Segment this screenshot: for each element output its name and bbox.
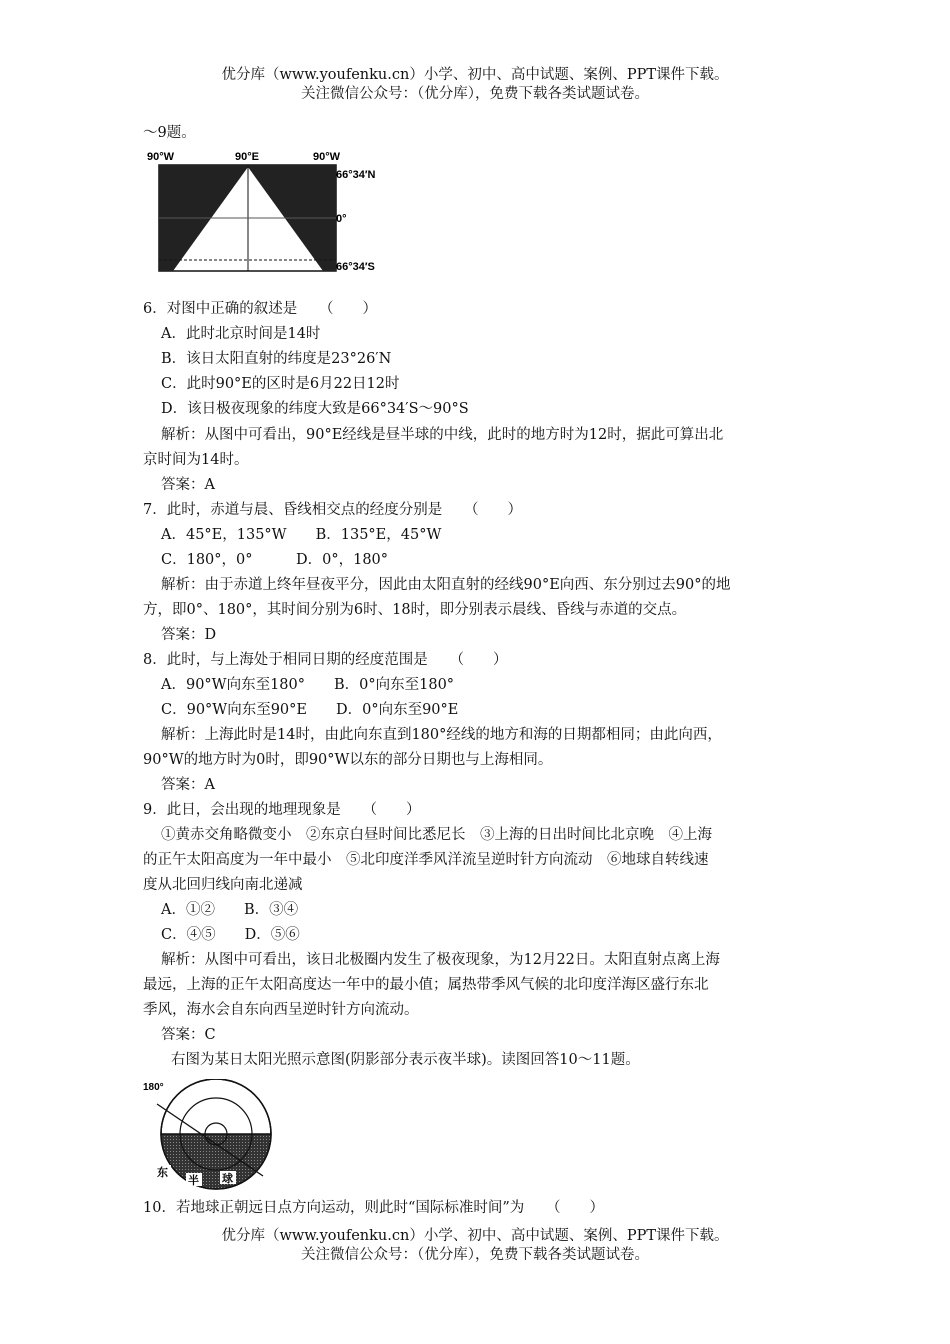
q9-stem: 9．此日，会出现的地理现象是 （ ） bbox=[143, 802, 421, 818]
q9-answer: 答案：C bbox=[161, 1027, 216, 1043]
q6-stem: 6．对图中正确的叙述是 （ ） bbox=[143, 301, 377, 317]
figure-polar-illumination bbox=[143, 1079, 303, 1191]
intro-tail: ～9题。 bbox=[143, 125, 196, 141]
header-line-2: 关注微信公众号：（优分库），免费下载各类试题试卷。 bbox=[301, 86, 649, 102]
q6-answer: 答案：A bbox=[161, 477, 215, 493]
q6-option-c: C．此时90°E的区时是6月22日12时 bbox=[161, 376, 400, 392]
q6-option-b: B．该日太阳直射的纬度是23°26′N bbox=[161, 351, 392, 367]
label-180: 180° bbox=[143, 1082, 164, 1093]
q8-stem: 8．此时，与上海处于相同日期的经度范围是 （ ） bbox=[143, 652, 508, 668]
label-hemi-2: 半 bbox=[188, 1175, 199, 1187]
q7-analysis-2: 方，即0°、180°，其时间分别为6时、18时，即分别表示晨线、昏线与赤道的交点。 bbox=[143, 602, 687, 618]
q8-analysis-2: 90°W的地方时为0时，即90°W以东的部分日期也与上海相同。 bbox=[143, 752, 553, 768]
q9-options-cd: C．④⑤ D．⑤⑥ bbox=[161, 927, 300, 943]
lon-label-mid: 90°E bbox=[235, 151, 259, 163]
q9-body-3: 度从北回归线向南北递减 bbox=[143, 877, 303, 893]
q7-options-cd: C．180°，0° D．0°，180° bbox=[161, 552, 389, 568]
q8-options-cd: C．90°W向东至90°E D．0°向东至90°E bbox=[161, 702, 459, 718]
footer-line-1: 优分库（www.youfenku.cn）小学、初中、高中试题、案例、PPT课件下载。 bbox=[221, 1228, 729, 1244]
q9-options-ab: A．①② B．③④ bbox=[161, 902, 299, 918]
q9-analysis-1: 解析：从图中可看出，该日北极圈内发生了极夜现象，为12月22日。太阳直射点离上海 bbox=[161, 952, 720, 968]
page-header bbox=[0, 66, 950, 104]
q6-option-a: A．此时北京时间是14时 bbox=[161, 326, 321, 342]
q6-analysis-1: 解析：从图中可看出，90°E经线是昼半球的中线，此时的地方时为12时，据此可算出北 bbox=[161, 427, 724, 443]
q9-body-2: 的正午太阳高度为一年中最小 ⑤北印度洋季风洋流呈逆时针方向流动 ⑥地球自转线速 bbox=[143, 852, 709, 868]
q7-stem: 7．此时，赤道与晨、昏线相交点的经度分别是 （ ） bbox=[143, 502, 522, 518]
q7-options-ab: A．45°E，135°W B．135°E，45°W bbox=[161, 527, 442, 543]
q9-body-1: ①黄赤交角略微变小 ②东京白昼时间比悉尼长 ③上海的日出时间比北京晚 ④上海 bbox=[161, 827, 712, 843]
q10-stem: 10．若地球正朝远日点方向运动，则此时“国际标准时间”为 （ ） bbox=[143, 1200, 605, 1216]
header-line-1: 优分库（www.youfenku.cn）小学、初中、高中试题、案例、PPT课件下载。 bbox=[221, 67, 729, 83]
figure-illumination-map bbox=[143, 148, 383, 278]
lat-label-top: 66°34′N bbox=[336, 169, 376, 181]
q6-option-d: D．该日极夜现象的纬度大致是66°34′S～90°S bbox=[161, 401, 469, 417]
lon-label-left: 90°W bbox=[147, 151, 175, 163]
intro-q10-11: 右图为某日太阳光照示意图(阴影部分表示夜半球)。读图回答10～11题。 bbox=[171, 1052, 640, 1068]
lon-label-right: 90°W bbox=[313, 151, 341, 163]
label-hemi-1: 东 bbox=[157, 1167, 168, 1179]
lat-label-mid: 0° bbox=[336, 213, 347, 225]
q7-answer: 答案：D bbox=[161, 627, 217, 643]
footer-line-2: 关注微信公众号：（优分库），免费下载各类试题试卷。 bbox=[301, 1247, 649, 1263]
q6-analysis-2: 京时间为14时。 bbox=[143, 452, 249, 468]
q8-analysis-1: 解析：上海此时是14时，由此向东直到180°经线的地方和海的日期都相同；由此向西， bbox=[161, 727, 722, 743]
label-hemi-3: 球 bbox=[222, 1173, 233, 1185]
page-footer bbox=[0, 1227, 950, 1265]
lat-label-bot: 66°34′S bbox=[336, 261, 375, 273]
q8-options-ab: A．90°W向东至180° B．0°向东至180° bbox=[161, 677, 455, 693]
q9-analysis-3: 季风，海水会自东向西呈逆时针方向流动。 bbox=[143, 1002, 419, 1018]
q8-answer: 答案：A bbox=[161, 777, 215, 793]
night-hemisphere bbox=[160, 1134, 272, 1190]
q7-analysis-1: 解析：由于赤道上终年昼夜平分，因此由太阳直射的经线90°E向西、东分别过去90°的地 bbox=[161, 577, 731, 593]
q9-analysis-2: 最远，上海的正午太阳高度达一年中的最小值；属热带季风气候的北印度洋海区盛行东北 bbox=[143, 977, 709, 993]
